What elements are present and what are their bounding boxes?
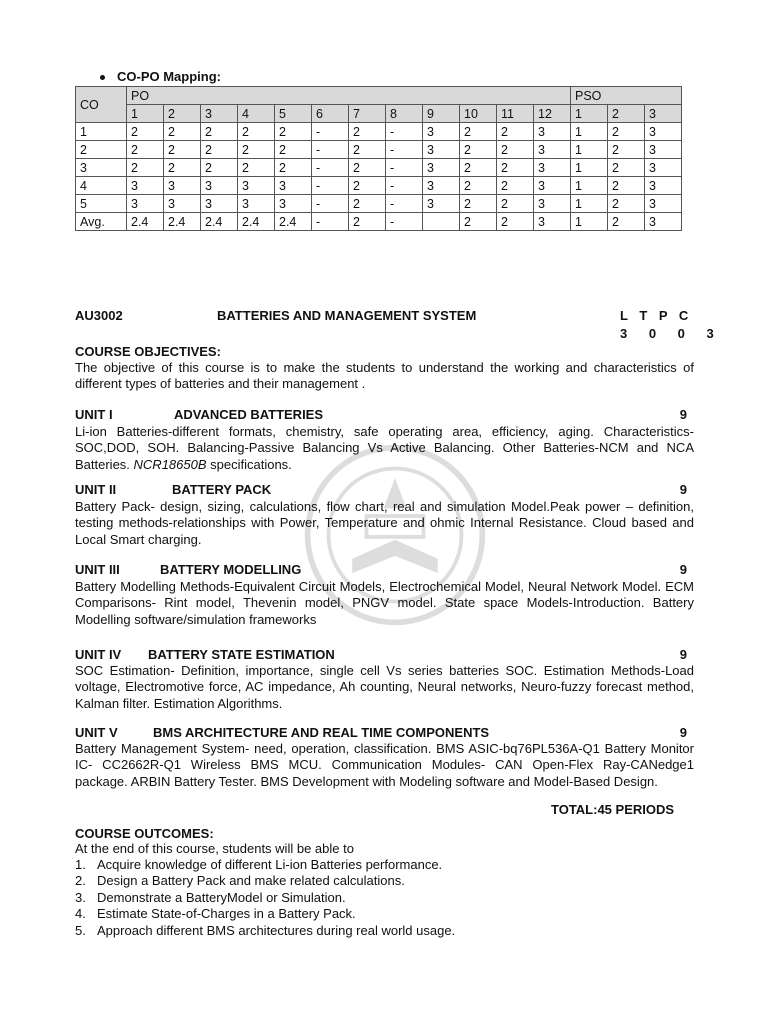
course-credits: 3 0 0 3 xyxy=(620,326,723,341)
outcomes-intro: At the end of this course, students will be able to xyxy=(75,841,354,856)
mapping-cell: 2 xyxy=(608,177,645,195)
list-item xyxy=(75,923,455,939)
mapping-cell: 3 xyxy=(275,177,312,195)
mapping-cell: 2 xyxy=(201,159,238,177)
mapping-cell: - xyxy=(312,213,349,231)
mapping-cell: 2.4 xyxy=(275,213,312,231)
unit-3-header xyxy=(75,562,687,578)
mapping-cell: 2.4 xyxy=(127,213,164,231)
objectives-heading: COURSE OBJECTIVES: xyxy=(75,344,221,359)
mapping-cell: - xyxy=(386,177,423,195)
co-cell: 2 xyxy=(76,141,127,159)
mapping-cell: 2 xyxy=(127,159,164,177)
mapping-cell: 2 xyxy=(460,123,497,141)
mapping-cell: 2.4 xyxy=(201,213,238,231)
mapping-cell: 2 xyxy=(460,195,497,213)
mapping-cell: 1 xyxy=(571,123,608,141)
mapping-cell: 3 xyxy=(423,141,460,159)
unit-hours: 9 xyxy=(679,647,687,662)
unit-hours: 9 xyxy=(679,407,687,422)
item-text: Approach different BMS architectures during real world usage. xyxy=(97,922,456,938)
mapping-cell: 3 xyxy=(645,141,682,159)
ltpc-label: L T P C xyxy=(620,308,693,323)
unit-number: UNIT I xyxy=(75,407,113,422)
unit-2-body: Battery Pack- design, sizing, calculations, flow chart, real and simulation Model.Peak power – definition, testing methods-relationships with Power, Temperature and ohmic Internal Resistance. Cloud based and Local Smart charging. xyxy=(75,499,694,547)
course-header xyxy=(75,308,694,324)
outcomes-heading: COURSE OUTCOMES: xyxy=(75,826,214,841)
unit-4-header xyxy=(75,647,687,663)
mapping-cell: - xyxy=(386,159,423,177)
co-cell: 4 xyxy=(76,177,127,195)
unit-title: ADVANCED BATTERIES xyxy=(174,407,324,422)
co-cell: 1 xyxy=(76,123,127,141)
unit-number: UNIT IV xyxy=(75,647,122,662)
item-number: 5. xyxy=(75,922,86,938)
mapping-cell: 2 xyxy=(608,213,645,231)
mapping-cell: 3 xyxy=(127,195,164,213)
unit-2-header xyxy=(75,482,687,498)
table-row xyxy=(76,159,682,177)
table-subheader-row xyxy=(76,105,682,123)
co-po-mapping-heading: CO-PO Mapping: xyxy=(100,69,221,84)
mapping-cell: - xyxy=(312,123,349,141)
mapping-cell: 2 xyxy=(201,141,238,159)
objectives-text: The objective of this course is to make the students to understand the working and characteristics of different types of batteries and their management . xyxy=(75,360,694,392)
mapping-cell: 3 xyxy=(238,195,275,213)
unit-title: BATTERY STATE ESTIMATION xyxy=(148,647,335,662)
unit-title: BATTERY MODELLING xyxy=(160,562,302,577)
mapping-cell: 2 xyxy=(608,141,645,159)
po-number-header: 4 xyxy=(238,105,275,123)
list-item xyxy=(75,906,455,922)
item-text: Acquire knowledge of different Li-ion Batteries performance. xyxy=(97,857,443,872)
mapping-cell: 1 xyxy=(571,195,608,213)
co-cell: 5 xyxy=(76,195,127,213)
pso-number-header: 2 xyxy=(608,105,645,123)
list-item xyxy=(75,873,455,889)
unit-1-italic-text: NCR18650B xyxy=(133,456,207,472)
unit-1-tail: specifications. xyxy=(206,456,292,472)
table-row xyxy=(76,123,682,141)
mapping-cell: 2 xyxy=(608,195,645,213)
mapping-cell: 2 xyxy=(349,213,386,231)
item-text: Demonstrate a BatteryModel or Simulation. xyxy=(97,889,346,905)
item-number: 2. xyxy=(75,873,86,889)
mapping-cell: 3 xyxy=(423,123,460,141)
po-number-header: 12 xyxy=(534,105,571,123)
outcomes-list xyxy=(75,857,455,939)
table-row xyxy=(76,195,682,213)
mapping-cell: 3 xyxy=(423,159,460,177)
item-number: 1. xyxy=(75,857,86,872)
mapping-cell: 2 xyxy=(349,141,386,159)
mapping-cell: - xyxy=(386,213,423,231)
mapping-cell: 3 xyxy=(238,177,275,195)
mapping-cell: 2 xyxy=(497,159,534,177)
unit-1-text: Li-ion Batteries-different formats, chemistry, safe operating area, efficiency, aging. Characteristics-SOC,DOD, SOH. Balancing-Passive Balancing Vs Active Balancing. Other Batteries-NCM and NCA Batteries. xyxy=(75,424,694,472)
mapping-cell: 1 xyxy=(571,177,608,195)
mapping-cell: 2 xyxy=(238,159,275,177)
mapping-cell: 3 xyxy=(534,195,571,213)
po-number-header: 7 xyxy=(349,105,386,123)
po-number-header: 5 xyxy=(275,105,312,123)
table-row xyxy=(76,141,682,159)
pso-number-header: 3 xyxy=(645,105,682,123)
item-text: Design a Battery Pack and make related calculations. xyxy=(97,873,405,889)
co-column-header: CO xyxy=(76,87,127,123)
pso-number-header: 1 xyxy=(571,105,608,123)
mapping-cell xyxy=(423,213,460,231)
mapping-cell: 3 xyxy=(534,159,571,177)
mapping-cell: 2 xyxy=(238,141,275,159)
mapping-cell: 2 xyxy=(275,123,312,141)
mapping-cell: 2 xyxy=(497,195,534,213)
mapping-cell: 3 xyxy=(164,195,201,213)
list-item xyxy=(75,857,455,873)
mapping-cell: 2 xyxy=(349,177,386,195)
table-header-row xyxy=(76,87,682,105)
mapping-cell: 2 xyxy=(238,123,275,141)
unit-title: BMS ARCHITECTURE AND REAL TIME COMPONENTS xyxy=(153,725,490,740)
po-number-header: 6 xyxy=(312,105,349,123)
mapping-cell: - xyxy=(386,141,423,159)
mapping-cell: 3 xyxy=(423,177,460,195)
co-cell: Avg. xyxy=(76,213,127,231)
mapping-cell: 2 xyxy=(460,213,497,231)
mapping-cell: 3 xyxy=(645,177,682,195)
mapping-cell: 3 xyxy=(645,213,682,231)
po-number-header: 2 xyxy=(164,105,201,123)
mapping-cell: 2 xyxy=(608,123,645,141)
bullet-icon xyxy=(100,75,105,80)
mapping-cell: 3 xyxy=(645,195,682,213)
mapping-cell: 2 xyxy=(460,177,497,195)
mapping-cell: 2 xyxy=(497,177,534,195)
co-cell: 3 xyxy=(76,159,127,177)
mapping-cell: 2 xyxy=(127,123,164,141)
mapping-cell: 3 xyxy=(164,177,201,195)
mapping-cell: 2.4 xyxy=(164,213,201,231)
mapping-cell: 3 xyxy=(534,123,571,141)
mapping-cell: - xyxy=(312,141,349,159)
mapping-cell: 2 xyxy=(608,159,645,177)
course-title: BATTERIES AND MANAGEMENT SYSTEM xyxy=(217,308,477,323)
co-po-mapping-table xyxy=(75,86,682,231)
mapping-cell: 1 xyxy=(571,213,608,231)
po-number-header: 9 xyxy=(423,105,460,123)
mapping-cell: - xyxy=(386,123,423,141)
table-row xyxy=(76,177,682,195)
mapping-cell: 2 xyxy=(164,123,201,141)
mapping-cell: 3 xyxy=(127,177,164,195)
pso-group-header: PSO xyxy=(571,87,682,105)
po-number-header: 11 xyxy=(497,105,534,123)
unit-title: BATTERY PACK xyxy=(172,482,272,497)
mapping-cell: - xyxy=(312,177,349,195)
unit-number: UNIT V xyxy=(75,725,118,740)
unit-3-body: Battery Modelling Methods-Equivalent Circuit Models, Electrochemical Model, Neural Network Model. ECM Comparisons- Rint model, Thevenin model, PNGV model. State space Models-Introduction. Battery Modelling software/simulation frameworks xyxy=(75,579,694,627)
unit-hours: 9 xyxy=(679,562,687,577)
course-code: AU3002 xyxy=(75,308,123,323)
mapping-cell: 2 xyxy=(349,195,386,213)
po-number-header: 1 xyxy=(127,105,164,123)
mapping-cell: 2 xyxy=(497,141,534,159)
unit-1-body xyxy=(75,424,694,473)
mapping-cell: 1 xyxy=(571,141,608,159)
mapping-cell: 3 xyxy=(645,123,682,141)
mapping-cell: 2 xyxy=(349,123,386,141)
po-group-header: PO xyxy=(127,87,571,105)
unit-number: UNIT III xyxy=(75,562,120,577)
mapping-cell: 3 xyxy=(534,213,571,231)
unit-4-body: SOC Estimation- Definition, importance, single cell Vs series batteries SOC. Estimation Methods-Load voltage, Electromotive force, AC impedance, Ah counting, Neural networks, Neuro-fuzzy forecast method, Kalman filter. Estimation Algorithms. xyxy=(75,663,694,711)
mapping-cell: 3 xyxy=(201,195,238,213)
mapping-cell: 2 xyxy=(460,141,497,159)
unit-1-header xyxy=(75,407,687,423)
mapping-cell: 2 xyxy=(460,159,497,177)
item-text: Estimate State-of-Charges in a Battery Pack. xyxy=(97,906,356,922)
mapping-cell: 2.4 xyxy=(238,213,275,231)
item-number: 4. xyxy=(75,906,86,922)
po-number-header: 3 xyxy=(201,105,238,123)
mapping-cell: 3 xyxy=(534,177,571,195)
mapping-cell: 1 xyxy=(571,159,608,177)
po-number-header: 8 xyxy=(386,105,423,123)
mapping-cell: 2 xyxy=(127,141,164,159)
mapping-cell: - xyxy=(312,195,349,213)
mapping-cell: - xyxy=(386,195,423,213)
mapping-cell: 2 xyxy=(349,159,386,177)
unit-number: UNIT II xyxy=(75,482,117,497)
total-periods: TOTAL:45 PERIODS xyxy=(551,802,675,817)
mapping-cell: 3 xyxy=(275,195,312,213)
mapping-cell: 3 xyxy=(423,195,460,213)
mapping-cell: 2 xyxy=(164,141,201,159)
mapping-cell: 2 xyxy=(275,159,312,177)
mapping-cell: 3 xyxy=(534,141,571,159)
unit-hours: 9 xyxy=(679,725,687,740)
table-row xyxy=(76,213,682,231)
item-number: 3. xyxy=(75,889,86,905)
mapping-cell: 2 xyxy=(497,123,534,141)
unit-5-header xyxy=(75,725,687,741)
po-number-header: 10 xyxy=(460,105,497,123)
list-item xyxy=(75,890,455,906)
mapping-cell: 2 xyxy=(497,213,534,231)
unit-hours: 9 xyxy=(679,482,687,497)
mapping-cell: 2 xyxy=(275,141,312,159)
mapping-cell: 3 xyxy=(201,177,238,195)
unit-5-body: Battery Management System- need, operation, classification. BMS ASIC-bq76PL536A-Q1 Battery Monitor IC- CC2662R-Q1 Wireless BMS MCU. Communication Modules- CAN Open-Flex Ray-CANedge1 package. ARBIN Battery Tester. BMS Development with Modeling software and Model-Based Design. xyxy=(75,741,694,789)
mapping-cell: - xyxy=(312,159,349,177)
mapping-cell: 2 xyxy=(201,123,238,141)
mapping-cell: 2 xyxy=(164,159,201,177)
mapping-cell: 3 xyxy=(645,159,682,177)
